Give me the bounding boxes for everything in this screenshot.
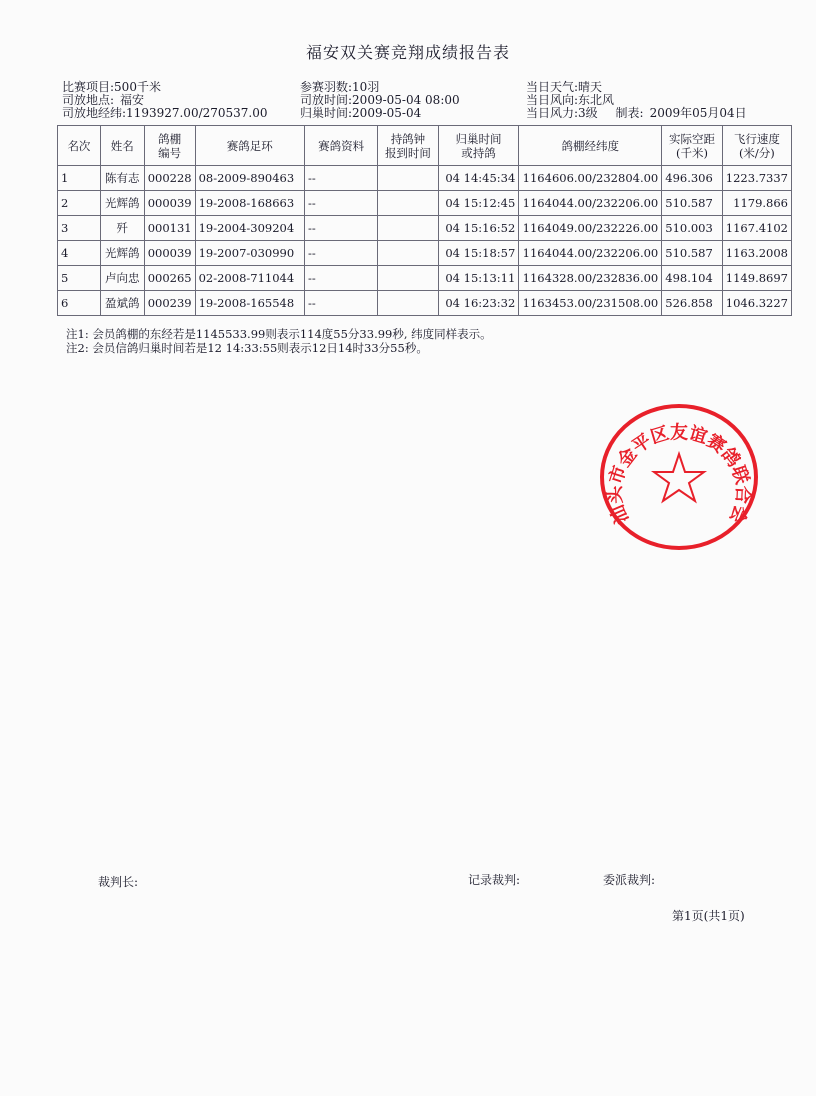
table-row (58, 291, 792, 316)
chief-referee-label: 裁判长: (98, 875, 139, 889)
page-number: 第1页(共1页) (672, 909, 745, 923)
info-value: 2009-05-04 (352, 106, 422, 120)
delegate-referee-label: 委派裁判: (603, 873, 656, 887)
cell-name: 光辉鸽 (100, 191, 144, 216)
info-wind-force (526, 106, 747, 120)
cell-name: 卢向忠 (100, 266, 144, 291)
cell-name: 陈有志 (100, 166, 144, 191)
cell-clock (378, 216, 438, 241)
note-line: 注1: 会员鸽棚的东经若是1145533.99则表示114度55分33.99秒, 纬度同样表示。 (66, 327, 492, 341)
cell-ring: 19-2007-030990 (195, 241, 304, 266)
header-line: (米/分) (738, 145, 775, 160)
official-seal (598, 402, 760, 552)
cell-speed: 1167.4102 (722, 216, 791, 241)
cell-loft: 000228 (144, 166, 195, 191)
cell-rank: 2 (58, 191, 101, 216)
header-line: 或持鸽 (461, 145, 496, 160)
cell-rank: 5 (58, 266, 101, 291)
info-release-place (62, 93, 144, 107)
cell-speed: 1223.7337 (722, 166, 791, 191)
table-row (58, 166, 792, 191)
cell-clock (378, 191, 438, 216)
cell-clock (378, 266, 438, 291)
cell-coord: 1164044.00/232206.00 (519, 191, 662, 216)
cell-distance: 510.003 (662, 216, 722, 241)
cell-ring: 19-2008-168663 (195, 191, 304, 216)
header-line: 编号 (158, 145, 182, 160)
header-line: 实际空距 (668, 131, 715, 146)
table-body (58, 166, 792, 316)
info-release-coord (62, 106, 268, 120)
seal-text: 汕头市金平区友谊赛鸽联合会 (604, 422, 754, 527)
cell-rank: 6 (58, 291, 101, 316)
cell-clock (378, 166, 438, 191)
info-label: 参赛羽数: (300, 80, 353, 94)
info-value: 2009-05-04 08:00 (352, 93, 460, 107)
cell-distance: 510.587 (662, 191, 722, 216)
seal-star-icon (654, 454, 704, 501)
info-value: 1193927.00/270537.00 (126, 106, 268, 120)
cell-distance: 496.306 (662, 166, 722, 191)
info-label: 当日风向: (526, 93, 579, 107)
info-value: 10羽 (352, 80, 380, 94)
table-row (58, 241, 792, 266)
cell-loft: 000131 (144, 216, 195, 241)
info-label: 司放地经纬: (62, 106, 127, 120)
cell-loft: 000239 (144, 291, 195, 316)
info-value: 东北风 (578, 93, 615, 107)
cell-speed: 1163.2008 (722, 241, 791, 266)
cell-speed: 1179.866 (722, 191, 791, 216)
cell-ring: 08-2009-890463 (195, 166, 304, 191)
cell-distance: 526.858 (662, 291, 722, 316)
cell-loft: 000039 (144, 241, 195, 266)
cell-arrival: 04 16:23:32 (438, 291, 519, 316)
cell-coord: 1164049.00/232226.00 (519, 216, 662, 241)
header-rank: 名次 (58, 126, 101, 166)
header-speed (722, 126, 791, 166)
info-value: 3级 (578, 106, 598, 120)
header-distance (662, 126, 722, 166)
cell-coord: 1163453.00/231508.00 (519, 291, 662, 316)
cell-name: 歼 (100, 216, 144, 241)
info-home-time (300, 106, 421, 120)
cell-data: -- (305, 191, 378, 216)
cell-ring: 19-2004-309204 (195, 216, 304, 241)
header-ring: 赛鸽足环 (195, 126, 304, 166)
info-label: 司放地点: (62, 93, 115, 107)
cell-coord: 1164328.00/232836.00 (519, 266, 662, 291)
header-arrival (438, 126, 519, 166)
info-label: 制表: (615, 106, 644, 120)
info-value: 2009年05月04日 (649, 106, 747, 120)
cell-distance: 510.587 (662, 241, 722, 266)
cell-clock (378, 291, 438, 316)
cell-loft: 000039 (144, 191, 195, 216)
header-coord: 鸽棚经纬度 (519, 126, 662, 166)
cell-rank: 4 (58, 241, 101, 266)
recorder-referee-label: 记录裁判: (468, 873, 521, 887)
info-value: 500千米 (114, 80, 161, 94)
cell-speed: 1149.8697 (722, 266, 791, 291)
info-weather (526, 80, 602, 94)
cell-clock (378, 241, 438, 266)
cell-arrival: 04 15:18:57 (438, 241, 519, 266)
cell-arrival: 04 15:16:52 (438, 216, 519, 241)
cell-data: -- (305, 241, 378, 266)
cell-rank: 3 (58, 216, 101, 241)
info-label: 当日天气: (526, 80, 579, 94)
cell-data: -- (305, 291, 378, 316)
page-title: 福安双关赛竞翔成绩报告表 (305, 43, 510, 62)
cell-data: -- (305, 266, 378, 291)
notes-block (66, 327, 492, 355)
info-release-time (300, 93, 460, 107)
header-line: 报到时间 (384, 145, 431, 160)
results-table (57, 125, 792, 316)
cell-data: -- (305, 216, 378, 241)
info-event (62, 80, 161, 94)
cell-speed: 1046.3227 (722, 291, 791, 316)
table-row (58, 216, 792, 241)
header-data: 赛鸽资料 (305, 126, 378, 166)
cell-ring: 19-2008-165548 (195, 291, 304, 316)
header-name: 姓名 (100, 126, 144, 166)
cell-ring: 02-2008-711044 (195, 266, 304, 291)
cell-rank: 1 (58, 166, 101, 191)
table-row (58, 191, 792, 216)
info-count (300, 80, 379, 94)
header-line: 鸽棚 (158, 131, 182, 146)
cell-coord: 1164044.00/232206.00 (519, 241, 662, 266)
info-wind-direction (526, 93, 614, 107)
cell-arrival: 04 15:13:11 (438, 266, 519, 291)
info-label: 司放时间: (300, 93, 353, 107)
header-line: 持鸽钟 (390, 131, 426, 146)
header-line: 归巢时间 (455, 131, 502, 146)
cell-loft: 000265 (144, 266, 195, 291)
info-label: 比赛项目: (62, 80, 115, 94)
info-label: 当日风力: (526, 106, 579, 120)
header-loft (144, 126, 195, 166)
cell-name: 盈斌鸽 (100, 291, 144, 316)
info-value: 晴天 (578, 80, 603, 94)
header-clock (378, 126, 438, 166)
cell-name: 光辉鸽 (100, 241, 144, 266)
note-line: 注2: 会员信鸽归巢时间若是12 14:33:55则表示12日14时33分55秒。 (66, 341, 428, 355)
info-value: 福安 (120, 93, 145, 107)
info-label: 归巢时间: (300, 106, 353, 120)
table-row (58, 266, 792, 291)
cell-arrival: 04 14:45:34 (438, 166, 519, 191)
cell-arrival: 04 15:12:45 (438, 191, 519, 216)
cell-data: -- (305, 166, 378, 191)
cell-distance: 498.104 (662, 266, 722, 291)
header-line: (千米) (676, 145, 708, 160)
header-line: 飞行速度 (733, 131, 780, 146)
cell-coord: 1164606.00/232804.00 (519, 166, 662, 191)
table-header-row (58, 126, 792, 166)
